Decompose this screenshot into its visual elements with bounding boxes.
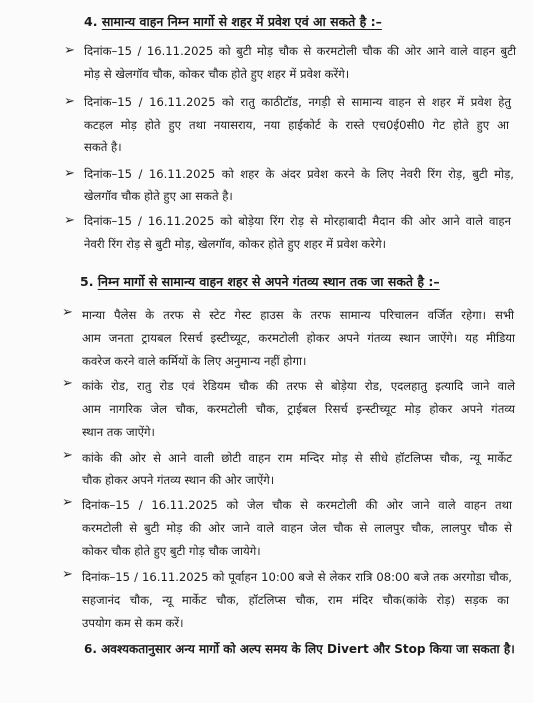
list-item-line: कोकर चौक होते हुए बुटी गोड़ चौक जायेगे। [82, 544, 261, 558]
arrow-bullet-icon: ➢ [62, 305, 73, 320]
list-item-line: आम नागरिक जेल चौक, करमटोली चौक, ट्राईबल रिसर्च इन्स्टीच्यूट मोड़ होकर अपने गंतव्य [82, 402, 515, 416]
list-item-line: कांके की ओर से आने वाली छोटी वाहन राम मन्दिर मोड़ से सीधे हॉटलिप्स चौक, न्यू मार्केट [82, 451, 512, 465]
list-item-line: दिनांक–15 / 16.11.2025 को जेल चौक से करमटोली की ओर जाने वाले वाहन तथा [82, 498, 512, 512]
arrow-bullet-icon: ➢ [64, 213, 75, 228]
list-item-line: सकते है। [84, 140, 122, 154]
list-item-line: दिनांक–15 / 16.11.2025 को बुटी मोड़ चौक से करमटोली चौक की ओर आने वाले वाहन बुटी [84, 44, 516, 58]
section-5-heading [80, 273, 440, 290]
list-item-line: कवरेज करने वाले कर्मियों के लिए अनुमान्य नहीं होगा। [82, 354, 307, 368]
list-item-line: स्थान तक जाऐंगे। [82, 425, 155, 439]
list-item-line: मोड़ से खेलगॉव चौक, कोकर चौक होते हुए शहर में प्रवेश करेंगे। [84, 67, 350, 81]
section-title: अवश्यकतानुसार अन्य मार्गो को अल्प समय के लिए Divert और Stop किया जा सकता है। [101, 642, 515, 656]
list-item-line: दिनांक–15 / 16.11.2025 को पूर्वाहन 10:00 बजे से लेकर रात्रि 08:00 बजे तक अरगोडा चौक, [82, 570, 512, 584]
arrow-bullet-icon: ➢ [64, 43, 75, 58]
arrow-bullet-icon: ➢ [64, 166, 75, 181]
arrow-bullet-icon: ➢ [64, 94, 75, 109]
list-item-line: खेलगॉव चौक होते हुए आ सकते है। [84, 189, 233, 203]
section-number: 5. [80, 274, 94, 289]
list-item-line: आम जनता ट्रायबल रिसर्च इस्टीच्यूट, करमटोली होकर अपने गंतव्य स्थान जाऐंगे। यह मीडिया [82, 331, 515, 345]
section-number: 6. [84, 642, 97, 656]
section-number: 4. [84, 14, 98, 29]
list-item-line: चौक होकर अपने गंतव्य स्थान की ओर जाऐंगे। [82, 473, 275, 487]
list-item-line: सहजानंद चौक, न्यू मार्केट चौक, हॉटलिप्स चौक, राम मंदिर चौक(कांके रोड़) सड़क का [82, 593, 509, 607]
list-item-line: कटहल मोड़ होते हुए तथा नयासराय, नया हाईकोर्ट के रास्ते एच0ई0सी0 गेट होते हुए आ [84, 118, 509, 132]
list-item-line: दिनांक–15 / 16.11.2025 को रातु काठीटॉड, नगड़ी से सामान्य वाहन से शहर में प्रवेश हेतु [84, 95, 511, 109]
list-item-line: कांके रोड, रातु रोड एवं रेडियम चौक की तरफ से बोड़ेया रोड, एदलहातु इत्यादि जाने वाले [82, 379, 515, 393]
arrow-bullet-icon: ➢ [62, 448, 73, 463]
arrow-bullet-icon: ➢ [62, 376, 73, 391]
arrow-bullet-icon: ➢ [62, 567, 73, 582]
section-title: निम्न मार्गो से सामान्य वाहन शहर से अपने गंतव्य स्थान तक जा सकते है :– [97, 274, 440, 289]
list-item-line: मान्या पैलेस के तरफ से स्टेट गेस्ट हाउस के तरफ सामान्य परिचालन वर्जित रहेगा। सभी [82, 308, 514, 322]
list-item-line: उपयोग कम से कम करें। [82, 616, 184, 630]
section-title: सामान्य वाहन निम्न मार्गो से शहर में प्रवेश एवं आ सकते है :– [101, 14, 382, 29]
arrow-bullet-icon: ➢ [62, 495, 73, 510]
list-item-line: नेवरी रिंग रोड़ से बुटी मोड़, खेलगॉव, कोकर होते हुए शहर में प्रवेश करेगे। [84, 237, 386, 251]
list-item-line: दिनांक–15 / 16.11.2025 को बोड़ेया रिंग रोड़ से मोरहाबादी मैदान की ओर आने वाले वाहन [84, 214, 511, 228]
section-4-heading [84, 13, 382, 30]
section-6-heading [84, 640, 515, 657]
list-item-line: करमटोली से बुटी मोड़ की ओर जाने वाले वाहन जेल चौक से लालपुर चौक, लालपुर चौक से [82, 521, 512, 535]
list-item-line: दिनांक–15 / 16.11.2025 को शहर के अंदर प्रवेश करने के लिए नेवरी रिंग रोड़, बुटी मोड़, [84, 167, 514, 181]
